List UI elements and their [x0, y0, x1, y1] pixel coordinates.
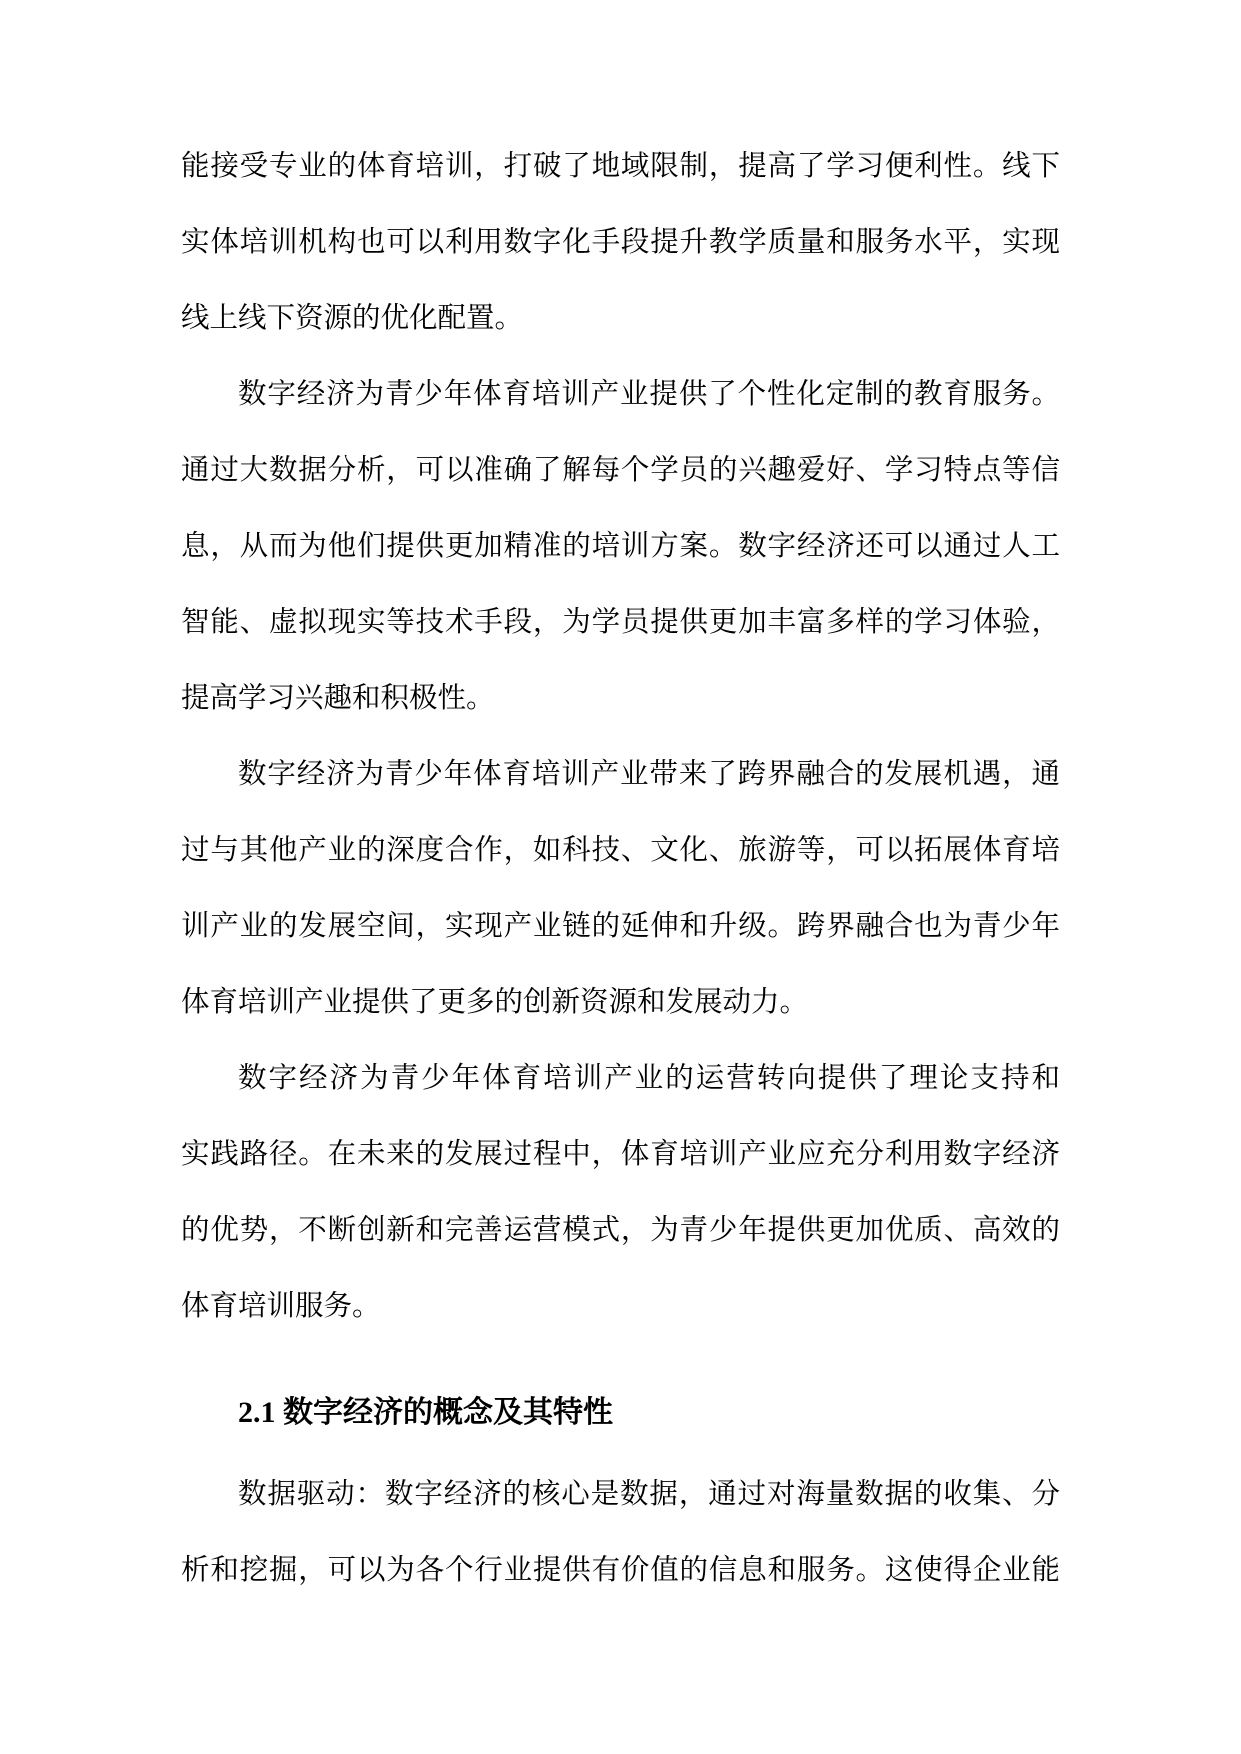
text-line: 过与其他产业的深度合作，如科技、文化、旅游等，可以拓展体育培 [181, 835, 1060, 866]
text-line: 数字经济为青少年体育培训产业的运营转向提供了理论支持和 [238, 1063, 1060, 1094]
text-line: 体育培训产业提供了更多的创新资源和发展动力。 [181, 987, 809, 1018]
paragraph-5 [181, 1457, 1060, 1609]
text-line: 训产业的发展空间，实现产业链的延伸和升级。跨界融合也为青少年 [181, 911, 1060, 942]
paragraph-1 [181, 129, 1060, 357]
text-line: 的优势，不断创新和完善运营模式，为青少年提供更加优质、高效的 [181, 1215, 1060, 1246]
paragraph-2 [181, 357, 1060, 737]
text-line: 息，从而为他们提供更加精准的培训方案。数字经济还可以通过人工 [181, 531, 1060, 562]
paragraph-4 [181, 1041, 1060, 1345]
text-line: 体育培训服务。 [181, 1291, 381, 1322]
text-line: 能接受专业的体育培训，打破了地域限制，提高了学习便利性。线下 [181, 151, 1060, 182]
text-line: 智能、虚拟现实等技术手段，为学员提供更加丰富多样的学习体验， [181, 607, 1060, 638]
text-line: 线上线下资源的优化配置。 [181, 303, 524, 334]
text-line: 数字经济为青少年体育培训产业带来了跨界融合的发展机遇，通 [238, 759, 1060, 790]
text-line: 数据驱动：数字经济的核心是数据，通过对海量数据的收集、分 [238, 1479, 1060, 1510]
text-line: 数字经济为青少年体育培训产业提供了个性化定制的教育服务。 [238, 379, 1060, 410]
paragraph-3 [181, 737, 1060, 1041]
text-line: 通过大数据分析，可以准确了解每个学员的兴趣爱好、学习特点等信 [181, 455, 1060, 486]
text-line: 析和挖掘，可以为各个行业提供有价值的信息和服务。这使得企业能 [181, 1555, 1060, 1586]
text-line: 实践路径。在未来的发展过程中，体育培训产业应充分利用数字经济 [181, 1139, 1060, 1170]
text-line: 实体培训机构也可以利用数字化手段提升教学质量和服务水平，实现 [181, 227, 1060, 258]
text-line: 提高学习兴趣和积极性。 [181, 683, 495, 714]
section-heading-2-1: 2.1 数字经济的概念及其特性 [238, 1396, 613, 1429]
